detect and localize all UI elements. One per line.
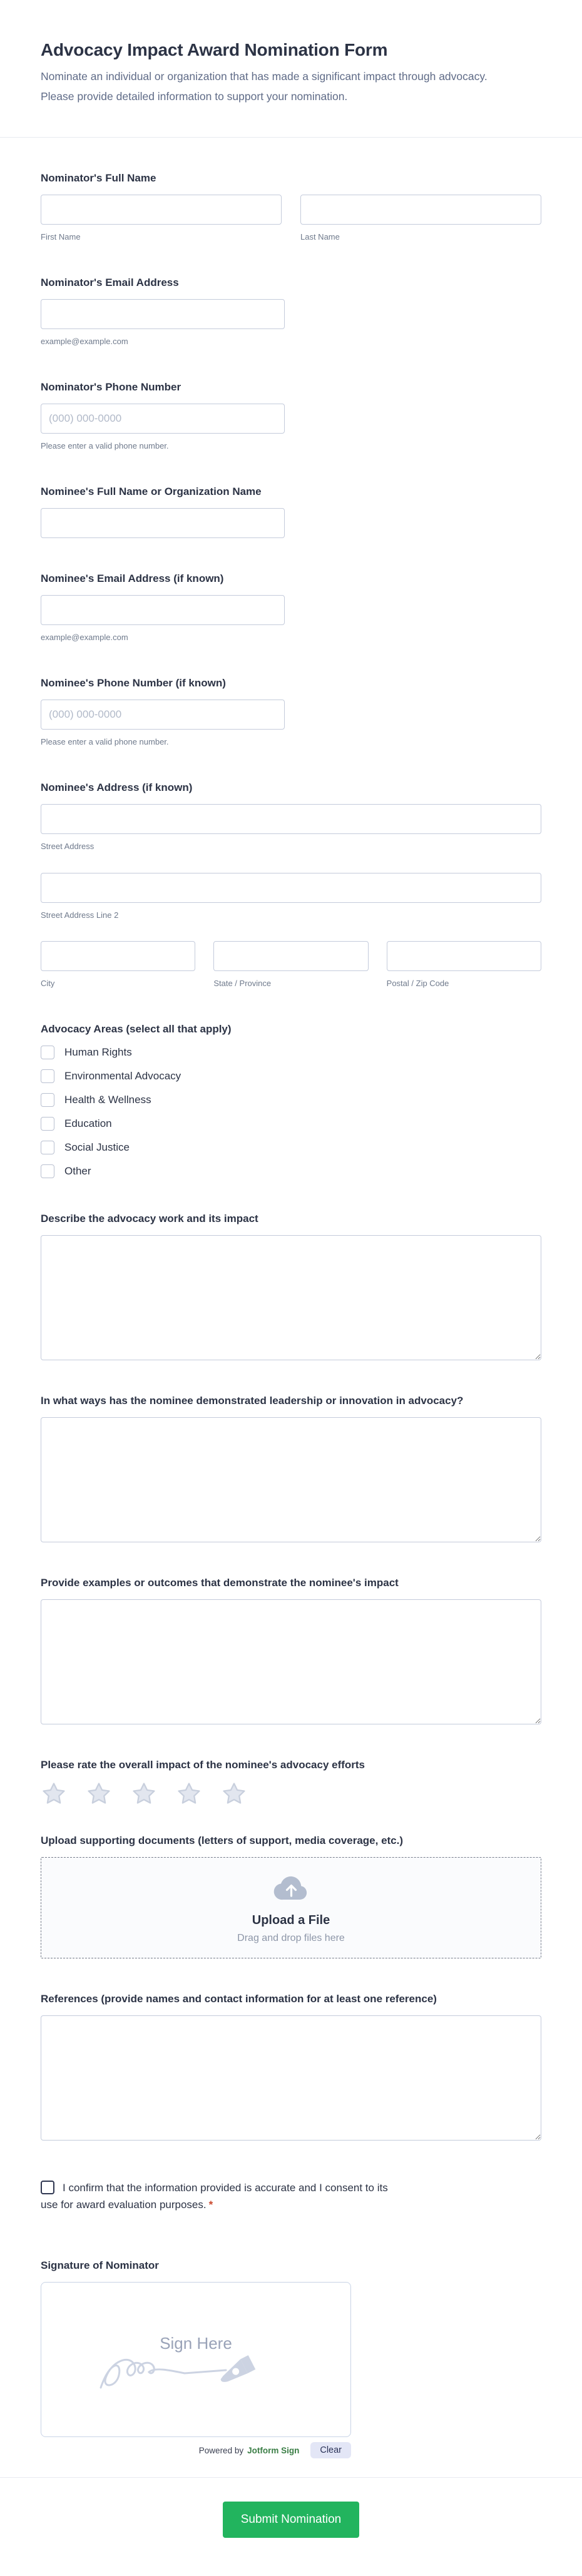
- star-icon: [221, 1781, 247, 1807]
- name-row: [41, 195, 541, 242]
- form-body: [0, 138, 582, 2458]
- consent-checkbox[interactable]: [41, 2181, 54, 2194]
- postal-col: [387, 941, 541, 989]
- star-2-button[interactable]: [86, 1781, 112, 1807]
- page-title: Advocacy Impact Award Nomination Form: [41, 40, 388, 59]
- leadership-label: In what ways has the nominee demonstrated leadership or innovation in advocacy?: [41, 1395, 464, 1407]
- question-nominator-email: [41, 277, 541, 347]
- checkbox-other[interactable]: [41, 1164, 54, 1178]
- last-name-sublabel: Last Name: [300, 232, 340, 242]
- star-1-button[interactable]: [41, 1781, 67, 1807]
- option-row-social-justice: [41, 1141, 541, 1154]
- option-row-environmental: [41, 1069, 541, 1083]
- last-name-input[interactable]: [300, 195, 541, 225]
- file-dropzone[interactable]: [41, 1857, 541, 1958]
- nominator-email-input[interactable]: [41, 299, 285, 329]
- nominator-phone-label: Nominator's Phone Number: [41, 381, 181, 393]
- star-4-button[interactable]: [176, 1781, 202, 1807]
- option-label-education: Education: [64, 1117, 112, 1129]
- sign-here-art: [89, 2313, 302, 2406]
- star-icon: [41, 1781, 67, 1807]
- question-references: [41, 1993, 541, 2141]
- nominee-email-sublabel: example@example.com: [41, 633, 128, 642]
- option-row-human-rights: [41, 1046, 541, 1059]
- powered-by-text: Powered by: [198, 2445, 244, 2455]
- street-address2-sublabel: Street Address Line 2: [41, 910, 119, 920]
- checkbox-health-wellness[interactable]: [41, 1093, 54, 1107]
- form-footer: [0, 2477, 582, 2570]
- option-label-social-justice: Social Justice: [64, 1141, 130, 1153]
- first-name-input[interactable]: [41, 195, 282, 225]
- nominee-email-input[interactable]: [41, 595, 285, 625]
- question-nominator-name: [41, 172, 541, 242]
- upload-label: Upload supporting documents (letters of support, media coverage, etc.): [41, 1835, 404, 1846]
- question-nominee-email: [41, 573, 541, 643]
- question-nominee-address: [41, 781, 541, 989]
- checkbox-education[interactable]: [41, 1117, 54, 1131]
- question-advocacy-areas: [41, 1023, 541, 1178]
- nominator-name-label: Nominator's Full Name: [41, 172, 156, 184]
- option-label-health: Health & Wellness: [64, 1094, 151, 1106]
- nominee-phone-sublabel: Please enter a valid phone number.: [41, 737, 169, 746]
- first-name-col: [41, 195, 282, 242]
- nominee-phone-label: Nominee's Phone Number (if known): [41, 677, 226, 689]
- last-name-col: [300, 195, 541, 242]
- rating-label: Please rate the overall impact of the nominee's advocacy efforts: [41, 1759, 365, 1771]
- nominee-name-label: Nominee's Full Name or Organization Name: [41, 486, 262, 497]
- star-rating: [41, 1781, 541, 1807]
- star-3-button[interactable]: [131, 1781, 157, 1807]
- star-5-button[interactable]: [221, 1781, 247, 1807]
- option-label-environmental: Environmental Advocacy: [64, 1070, 181, 1082]
- question-rating: [41, 1759, 541, 1807]
- consent-label: I confirm that the information provided is accurate and I consent to its use for award evaluation purposes.: [41, 2182, 388, 2211]
- postal-input[interactable]: [387, 941, 541, 971]
- examples-textarea[interactable]: [41, 1599, 541, 1724]
- city-state-zip-row: [41, 941, 541, 989]
- star-icon: [86, 1781, 112, 1807]
- star-icon: [176, 1781, 202, 1807]
- nominee-address-label: Nominee's Address (if known): [41, 781, 193, 793]
- checkbox-social-justice[interactable]: [41, 1141, 54, 1154]
- jotform-sign-brand-link[interactable]: Jotform Sign: [247, 2445, 300, 2455]
- state-col: [213, 941, 368, 989]
- upload-cloud-icon: [271, 1872, 311, 1901]
- references-textarea[interactable]: [41, 2015, 541, 2141]
- postal-sublabel: Postal / Zip Code: [386, 979, 449, 988]
- references-label: References (provide names and contact information for at least one reference): [41, 1993, 437, 2005]
- leadership-textarea[interactable]: [41, 1417, 541, 1542]
- checkbox-human-rights[interactable]: [41, 1046, 54, 1059]
- question-examples: [41, 1577, 541, 1724]
- upload-button-text: Upload a File: [252, 1913, 330, 1927]
- nominee-name-input[interactable]: [41, 508, 285, 538]
- street-address-input[interactable]: [41, 804, 541, 834]
- question-nominee-name: [41, 486, 541, 538]
- signature-clear-button[interactable]: Clear: [310, 2442, 351, 2458]
- question-leadership: [41, 1395, 541, 1542]
- describe-work-label: Describe the advocacy work and its impact: [41, 1213, 258, 1224]
- nominator-email-sublabel: example@example.com: [41, 337, 128, 346]
- nominee-email-label: Nominee's Email Address (if known): [41, 573, 224, 584]
- required-asterisk: *: [208, 2199, 213, 2211]
- option-label-other: Other: [64, 1165, 91, 1177]
- form-description: Nominate an individual or organization that has made a significant impact through advocacy. Please provide detailed information to support your nomination.: [41, 70, 488, 103]
- state-input[interactable]: [213, 941, 368, 971]
- option-row-other: [41, 1164, 541, 1178]
- question-signature: [41, 2259, 541, 2458]
- option-label-human-rights: Human Rights: [64, 1046, 132, 1058]
- star-icon: [131, 1781, 157, 1807]
- checkbox-environmental-advocacy[interactable]: [41, 1069, 54, 1083]
- question-nominee-phone: [41, 677, 541, 747]
- examples-label: Provide examples or outcomes that demonstrate the nominee's impact: [41, 1577, 399, 1589]
- submit-button[interactable]: Submit Nomination: [223, 2502, 359, 2538]
- signature-label: Signature of Nominator: [41, 2259, 159, 2271]
- advocacy-areas-label: Advocacy Areas (select all that apply): [41, 1023, 232, 1035]
- first-name-sublabel: First Name: [41, 232, 81, 242]
- consent-block: [41, 2179, 404, 2213]
- sign-here-text: Sign Here: [160, 2334, 232, 2353]
- signature-footer: [41, 2442, 351, 2458]
- form-header: [0, 0, 582, 137]
- city-input[interactable]: [41, 941, 195, 971]
- question-describe-work: [41, 1213, 541, 1360]
- question-upload: [41, 1835, 541, 1958]
- city-col: [41, 941, 195, 989]
- option-row-health: [41, 1093, 541, 1107]
- question-nominator-phone: [41, 381, 541, 451]
- signature-pad[interactable]: [41, 2282, 351, 2437]
- city-sublabel: City: [41, 979, 55, 988]
- street-address2-input[interactable]: [41, 873, 541, 903]
- nominator-phone-sublabel: Please enter a valid phone number.: [41, 441, 169, 451]
- state-sublabel: State / Province: [213, 979, 272, 988]
- nominator-phone-input[interactable]: [41, 404, 285, 434]
- upload-hint: Drag and drop files here: [237, 1932, 345, 1943]
- option-row-education: [41, 1117, 541, 1131]
- nominee-phone-input[interactable]: [41, 700, 285, 730]
- nominator-email-label: Nominator's Email Address: [41, 277, 179, 288]
- street-address-sublabel: Street Address: [41, 842, 94, 851]
- describe-work-textarea[interactable]: [41, 1235, 541, 1360]
